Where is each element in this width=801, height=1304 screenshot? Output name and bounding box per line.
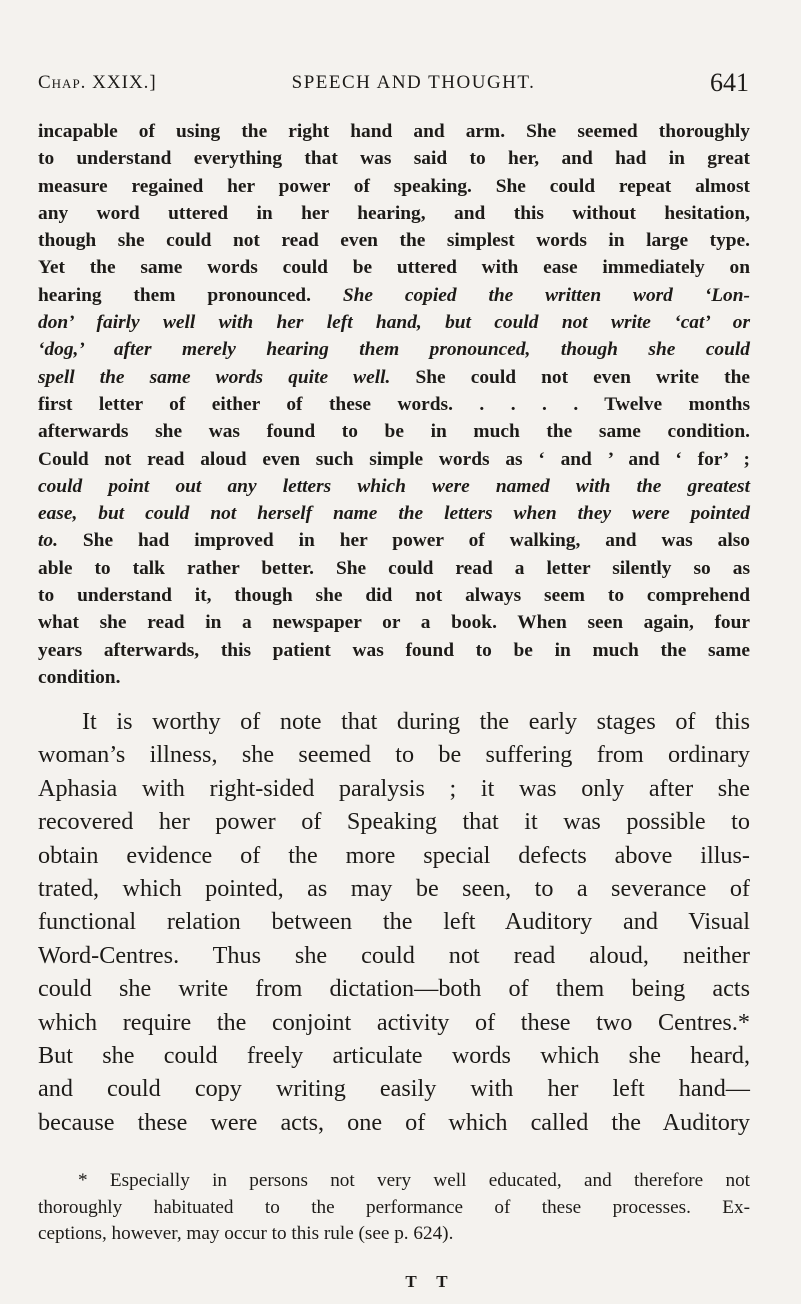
text-line: woman’s illness, she seemed to be suffering from ordinary [38,741,750,769]
text-line: thoroughly habituated to the performance of these processes. Ex- [38,1196,750,1218]
text-line: measure regained her power of speaking. She could repeat almost [38,175,750,197]
text-line: to. She had improved in her power of walking, and was also [38,530,750,552]
text-line: functional relation between the left Auditory and Visual [38,908,750,936]
text-line: obtain evidence of the more special defects above illus- [38,841,750,869]
running-header [38,68,749,98]
paragraph-case-report [38,118,750,691]
chapter-label: Chap. XXIX.] [38,72,157,93]
text-line: afterwards she was found to be in much the same condition. [38,421,750,443]
paragraph-discussion [38,705,750,1139]
text-line: though she could not read even the simplest words in large type. [38,230,750,252]
text-line: * Especially in persons not very well educated, and therefore not [78,1170,750,1191]
text-line: what she read in a newspaper or a book. When seen again, four [38,612,750,634]
text-line: Yet the same words could be uttered with ease immediately on [38,257,750,279]
text-line: don’ fairly well with her left hand, but could not write ‘cat’ or [38,312,750,334]
text-line: It is worthy of note that during the early stages of this [82,708,750,735]
text-line: because these were acts, one of which called the Auditory [38,1108,750,1136]
text-line: hearing them pronounced. She copied the written word ‘Lon- [38,284,750,306]
text-line: ‘dog,’ after merely hearing them pronounced, though she could [38,339,750,361]
text-line: could she write from dictation—both of them being acts [38,975,750,1003]
text-line: to understand everything that was said to her, and had in great [38,148,750,170]
text-line: years afterwards, this patient was found to be in much the same [38,639,750,661]
text-line: Aphasia with right-sided paralysis ; it was only after she [38,774,750,802]
text-line: could point out any letters which were named with the greatest [38,475,750,497]
text-line: any word uttered in her hearing, and this without hesitation, [38,202,750,224]
text-line: recovered her power of Speaking that it was possible to [38,808,750,836]
footnote [38,1168,750,1248]
text-line: which require the conjoint activity of these two Centres.* [38,1008,750,1036]
running-title: SPEECH AND THOUGHT. [291,72,536,93]
text-line: trated, which pointed, as may be seen, to a severance of [38,875,750,903]
text-line: ceptions, however, may occur to this rule (see p. 624). [38,1223,454,1244]
text-line: incapable of using the right hand and arm. She seemed thoroughly [38,121,750,142]
page-number: 641 [710,68,749,97]
text-line: Word-Centres. Thus she could not read aloud, neither [38,941,750,969]
signature-mark: T T [405,1272,456,1291]
text-line: condition. [38,666,121,688]
text-line: first letter of either of these words. . . . . Twelve months [38,393,750,415]
text-line: and could copy writing easily with her left hand— [38,1075,750,1103]
text-line: to understand it, though she did not always seem to comprehend [38,585,750,607]
text-line: But she could freely articulate words which she heard, [38,1042,750,1070]
text-line: ease, but could not herself name the letters when they were pointed [38,503,750,525]
text-line: spell the same words quite well. She could not even write the [38,366,750,388]
text-line: able to talk rather better. She could read a letter silently so as [38,557,750,579]
text-line: Could not read aloud even such simple words as ‘ and ’ and ‘ for’ ; [38,448,750,470]
